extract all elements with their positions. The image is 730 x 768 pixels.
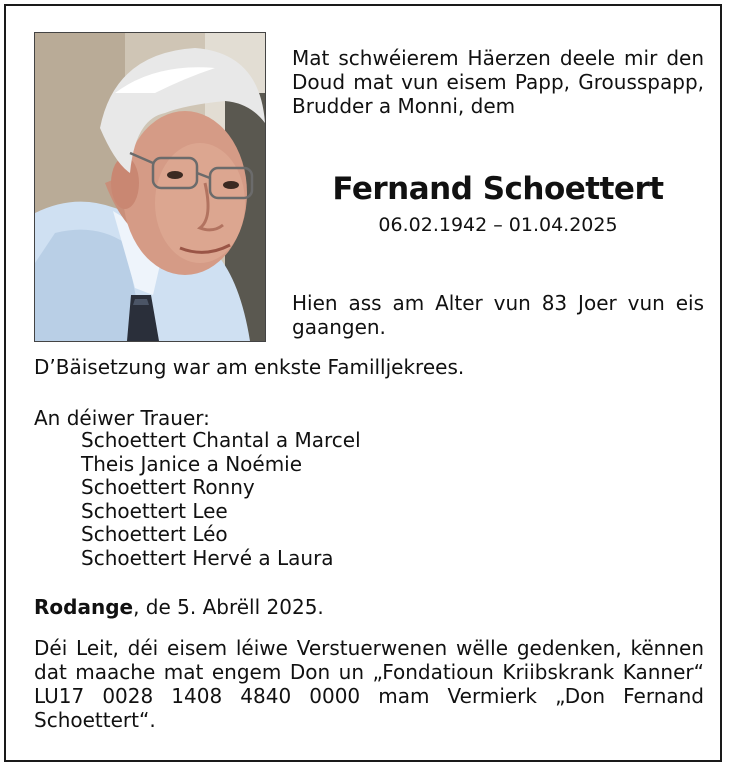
- mourners-list: [81, 429, 681, 571]
- mourner-item: Schoettert Chantal a Marcel: [81, 428, 361, 452]
- place-name: Rodange: [34, 595, 134, 619]
- mourners-label: An déiwer Trauer:: [34, 406, 210, 430]
- life-dates: 06.02.1942 – 01.04.2025: [378, 214, 618, 236]
- mourner-item: Schoettert Léo: [81, 522, 228, 547]
- mourner-item: Schoettert Lee: [81, 498, 228, 523]
- burial-text: D’Bäisetzung war am enkste Familljekrees.: [34, 355, 465, 379]
- mourner-item: Theis Janice a Noémie: [81, 451, 303, 476]
- donation-text: Déi Leit, déi eisem léiwe Verstuerwenen wëlle gedenken, kënnen dat maache mat engem Don un „Fondatioun Kriibskrank Kanner“ LU17 0028 1408 4840 0000 mam Vermierk „Don Fernand Schoettert“.: [34, 636, 704, 732]
- mourner-item: Schoettert Ronny: [81, 475, 255, 500]
- mourner-item: Schoettert Hervé a Laura: [81, 545, 334, 570]
- age-text: Hien ass am Alter vun 83 Joer vun eis gaangen.: [292, 291, 704, 339]
- place-date-line: [34, 595, 704, 619]
- place-date: , de 5. Abrëll 2025.: [133, 595, 324, 619]
- intro-text: Mat schwéierem Häerzen deele mir den Doud mat vun eisem Papp, Grousspapp, Brudder a Monni, dem: [292, 46, 704, 118]
- deceased-name: Fernand Schoettert: [332, 171, 664, 207]
- obituary-notice: [4, 4, 722, 762]
- portrait-photo: [34, 32, 266, 342]
